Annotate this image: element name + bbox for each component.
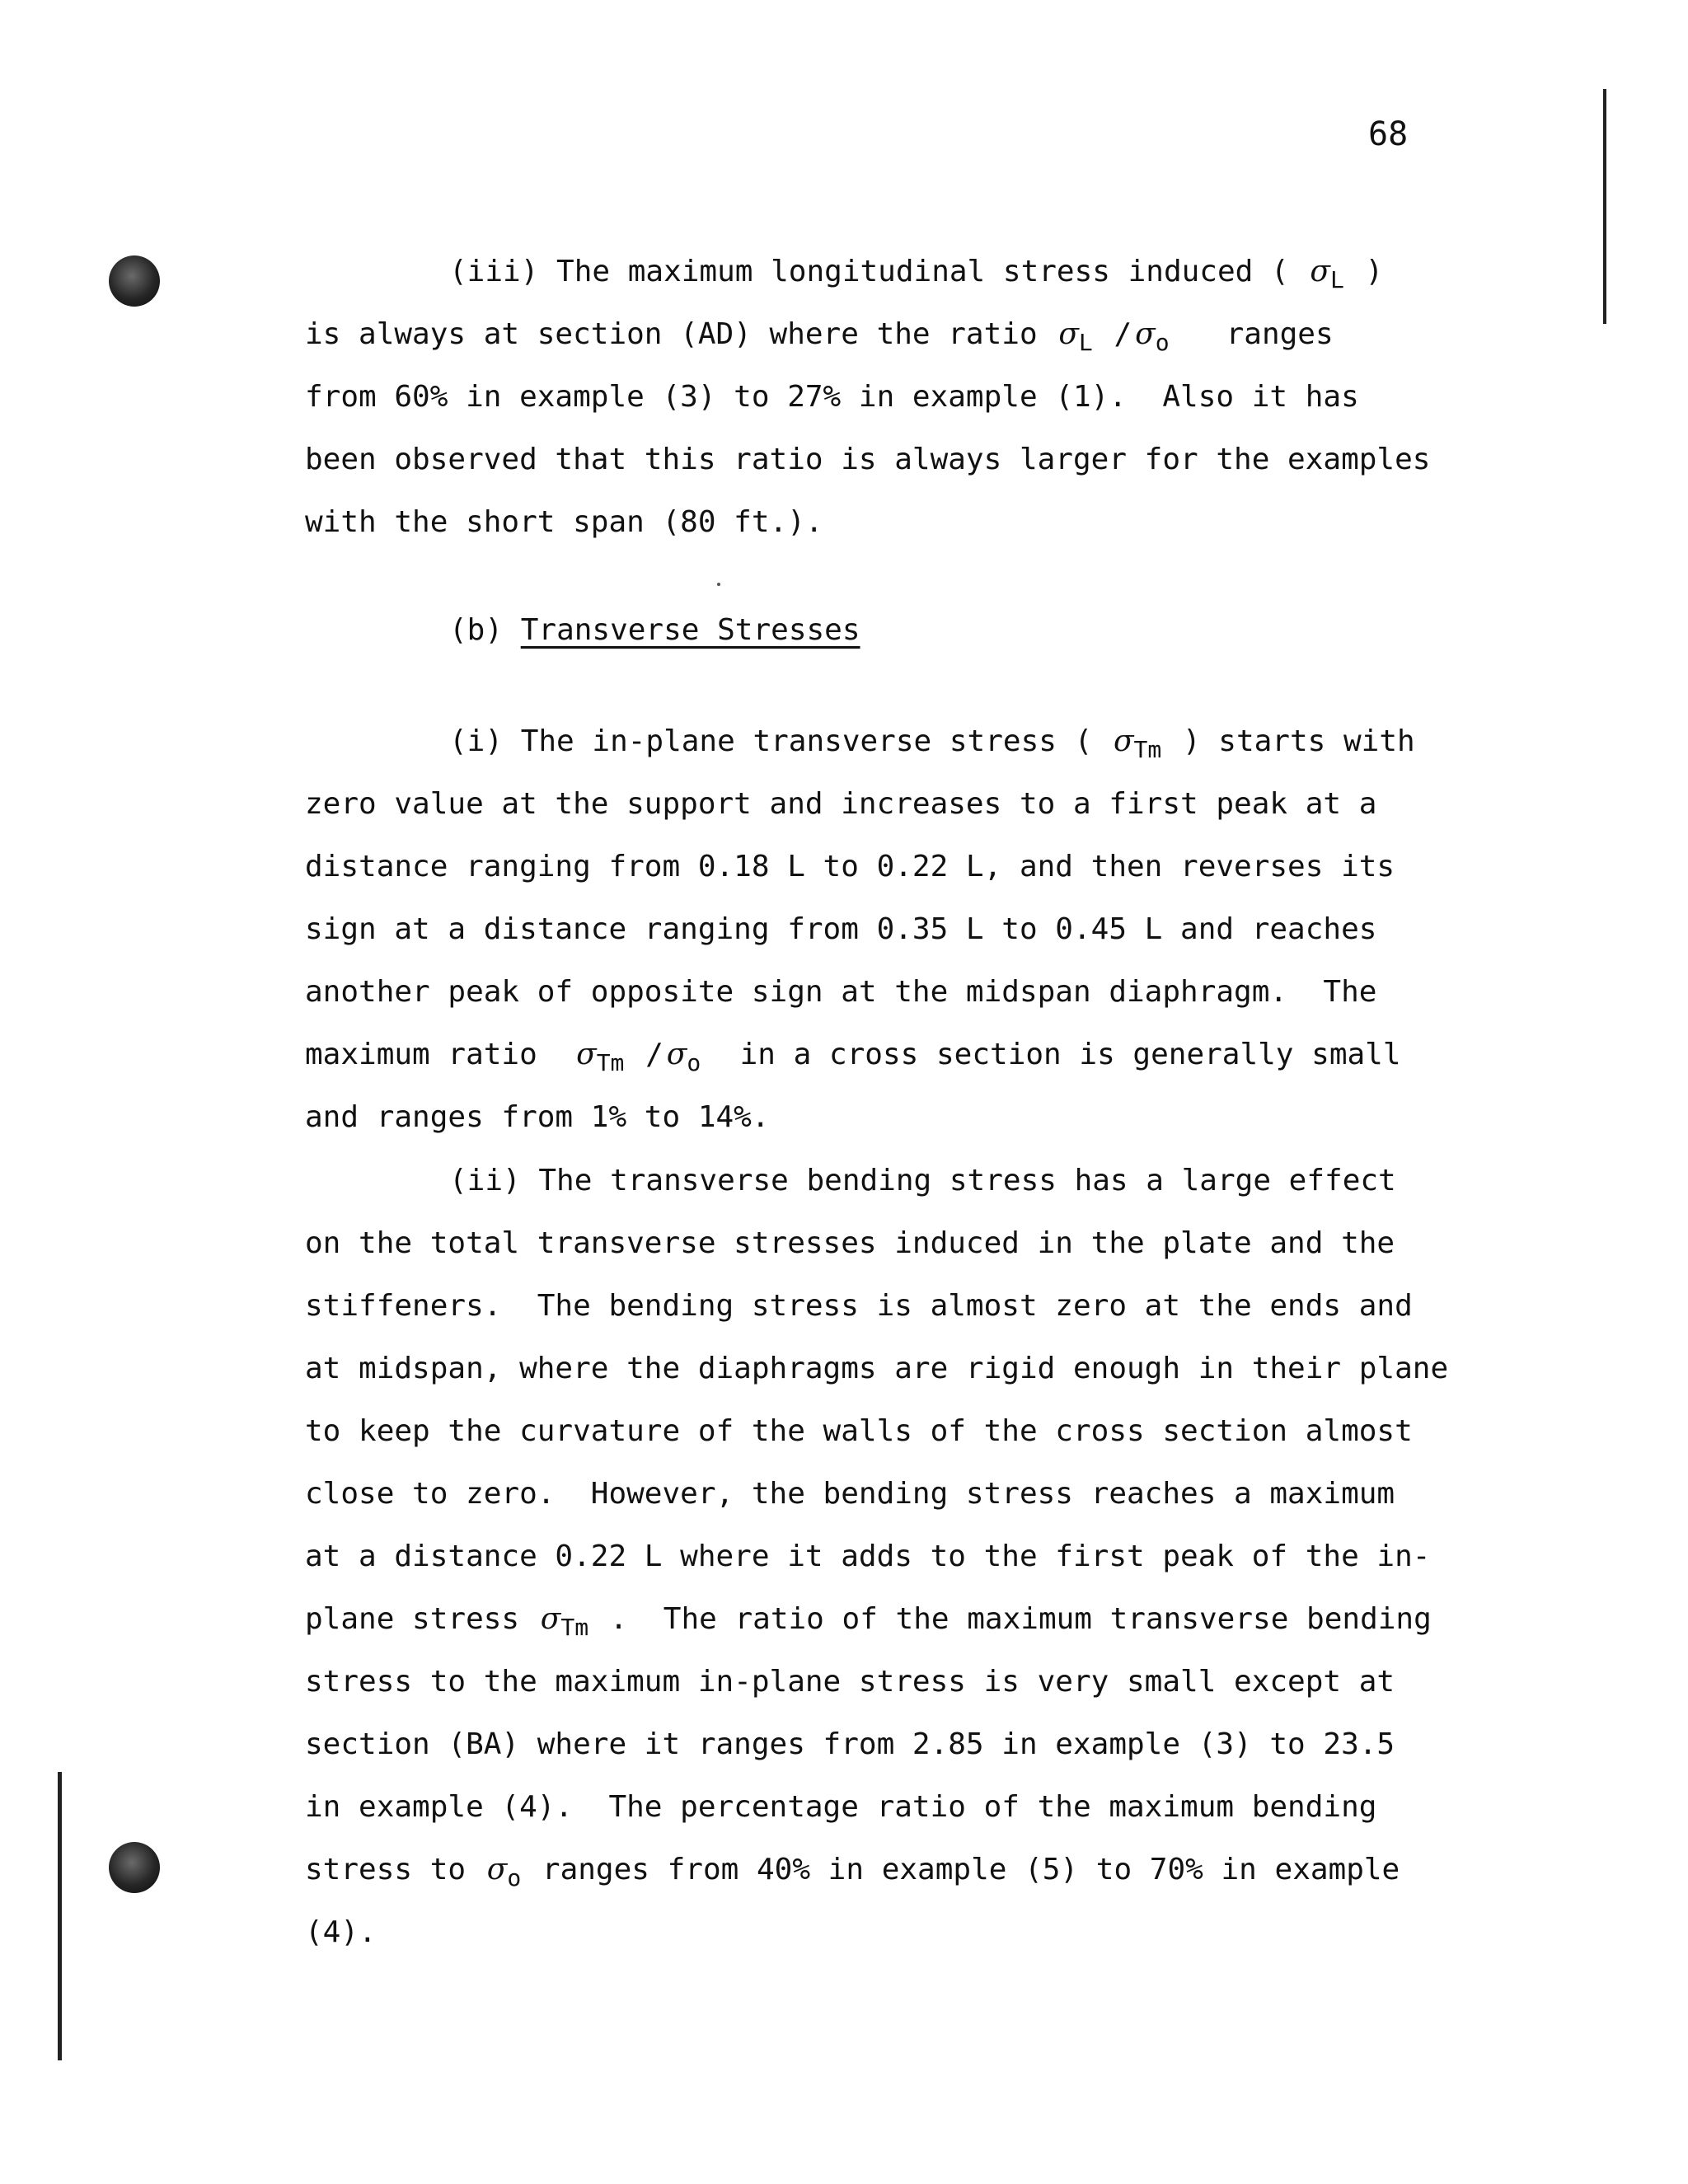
text-segment: (i) The in-plane transverse stress ( — [449, 724, 1093, 758]
text-segment: is always at section (AD) where the ratio — [305, 317, 1038, 351]
paragraph-line: stress to the maximum in-plane stress is very small except at — [305, 1665, 1395, 1699]
paragraph-line: (ii) The transverse bending stress has a large effect — [449, 1164, 1396, 1197]
text-segment: . The ratio of the maximum transverse bending — [609, 1602, 1432, 1636]
paragraph-line: section (BA) where it ranges from 2.85 in example (3) to 23.5 — [305, 1727, 1395, 1761]
text-segment: / — [1114, 317, 1132, 351]
paragraph-line: zero value at the support and increases to a first peak at a — [305, 787, 1377, 821]
text-segment: ranges from 40% in example (5) to 70% in example — [542, 1853, 1400, 1886]
paragraph-line: to keep the curvature of the walls of the cross section almost — [305, 1414, 1413, 1448]
paragraph-line: on the total transverse stresses induced in the plate and the — [305, 1226, 1395, 1260]
text-segment: (iii) The maximum longitudinal stress induced ( — [449, 255, 1289, 288]
heading-title: Transverse Stresses — [520, 613, 860, 647]
text-segment: stress to — [305, 1853, 467, 1886]
text-segment: ) starts with — [1182, 724, 1415, 758]
left-margin-rule — [58, 1772, 62, 2060]
paragraph-line — [305, 241, 1475, 303]
sigma-tm-symbol: $\sigma_{Tm}$ — [540, 1602, 589, 1641]
sigma-o-symbol: $\sigma_o$ — [486, 1853, 522, 1891]
paragraph-line: in example (4). The percentage ratio of the maximum bending — [305, 1790, 1377, 1824]
paragraph-line: at a distance 0.22 L where it adds to the first peak of the in- — [305, 1540, 1431, 1573]
heading-prefix: (b) — [449, 613, 504, 647]
paragraph-line — [305, 1024, 1475, 1086]
paragraph-line: close to zero. However, the bending stress reaches a maximum — [305, 1477, 1395, 1511]
paragraph-line — [305, 1588, 1475, 1651]
paragraph-line: at midspan, where the diaphragms are rigid enough in their plane — [305, 1352, 1449, 1385]
paragraph-i — [305, 710, 1475, 1149]
paragraph-line: and ranges from 1% to 14%. — [305, 1100, 770, 1134]
punch-hole-icon — [109, 1842, 160, 1893]
stray-mark — [717, 583, 720, 586]
sigma-tm-symbol: $\sigma_{Tm}$ — [1113, 724, 1162, 763]
page-number: 68 — [1368, 115, 1409, 153]
paragraph-line — [305, 303, 1475, 366]
section-heading — [305, 599, 1475, 662]
sigma-l-symbol: $\sigma_L$ — [1310, 255, 1344, 293]
sigma-o-symbol: $\sigma_o$ — [666, 1038, 701, 1076]
paragraph-line: distance ranging from 0.18 L to 0.22 L, and then reverses its — [305, 850, 1395, 883]
text-segment: ) — [1365, 255, 1384, 288]
punch-hole-icon — [109, 255, 160, 307]
text-segment: ranges — [1226, 317, 1334, 351]
paragraph-line: stiffeners. The bending stress is almost zero at the ends and — [305, 1289, 1413, 1323]
right-margin-rule — [1603, 89, 1606, 324]
paragraph-line: from 60% in example (3) to 27% in example (1). Also it has — [305, 380, 1359, 414]
sigma-l-symbol: $\sigma_L$ — [1058, 317, 1093, 356]
paragraph-iii — [305, 241, 1475, 554]
paragraph-line: another peak of opposite sign at the midspan diaphragm. The — [305, 975, 1377, 1009]
paragraph-line: been observed that this ratio is always larger for the examples — [305, 443, 1431, 476]
paragraph-ii — [305, 1150, 1475, 1964]
sigma-o-symbol: $\sigma_o$ — [1135, 317, 1170, 356]
paragraph-line — [305, 1839, 1475, 1901]
paragraph-line: with the short span (80 ft.). — [305, 505, 823, 539]
text-segment: / — [645, 1038, 663, 1071]
paragraph-line — [305, 710, 1475, 773]
paragraph-line: sign at a distance ranging from 0.35 L to 0.45 L and reaches — [305, 912, 1377, 946]
text-segment: maximum ratio — [305, 1038, 537, 1071]
sigma-tm-symbol: $\sigma_{Tm}$ — [576, 1038, 625, 1076]
heading-line — [305, 599, 1475, 662]
text-segment: plane stress — [305, 1602, 520, 1636]
text-segment: in a cross section is generally small — [739, 1038, 1401, 1071]
paragraph-line: (4). — [305, 1915, 377, 1949]
